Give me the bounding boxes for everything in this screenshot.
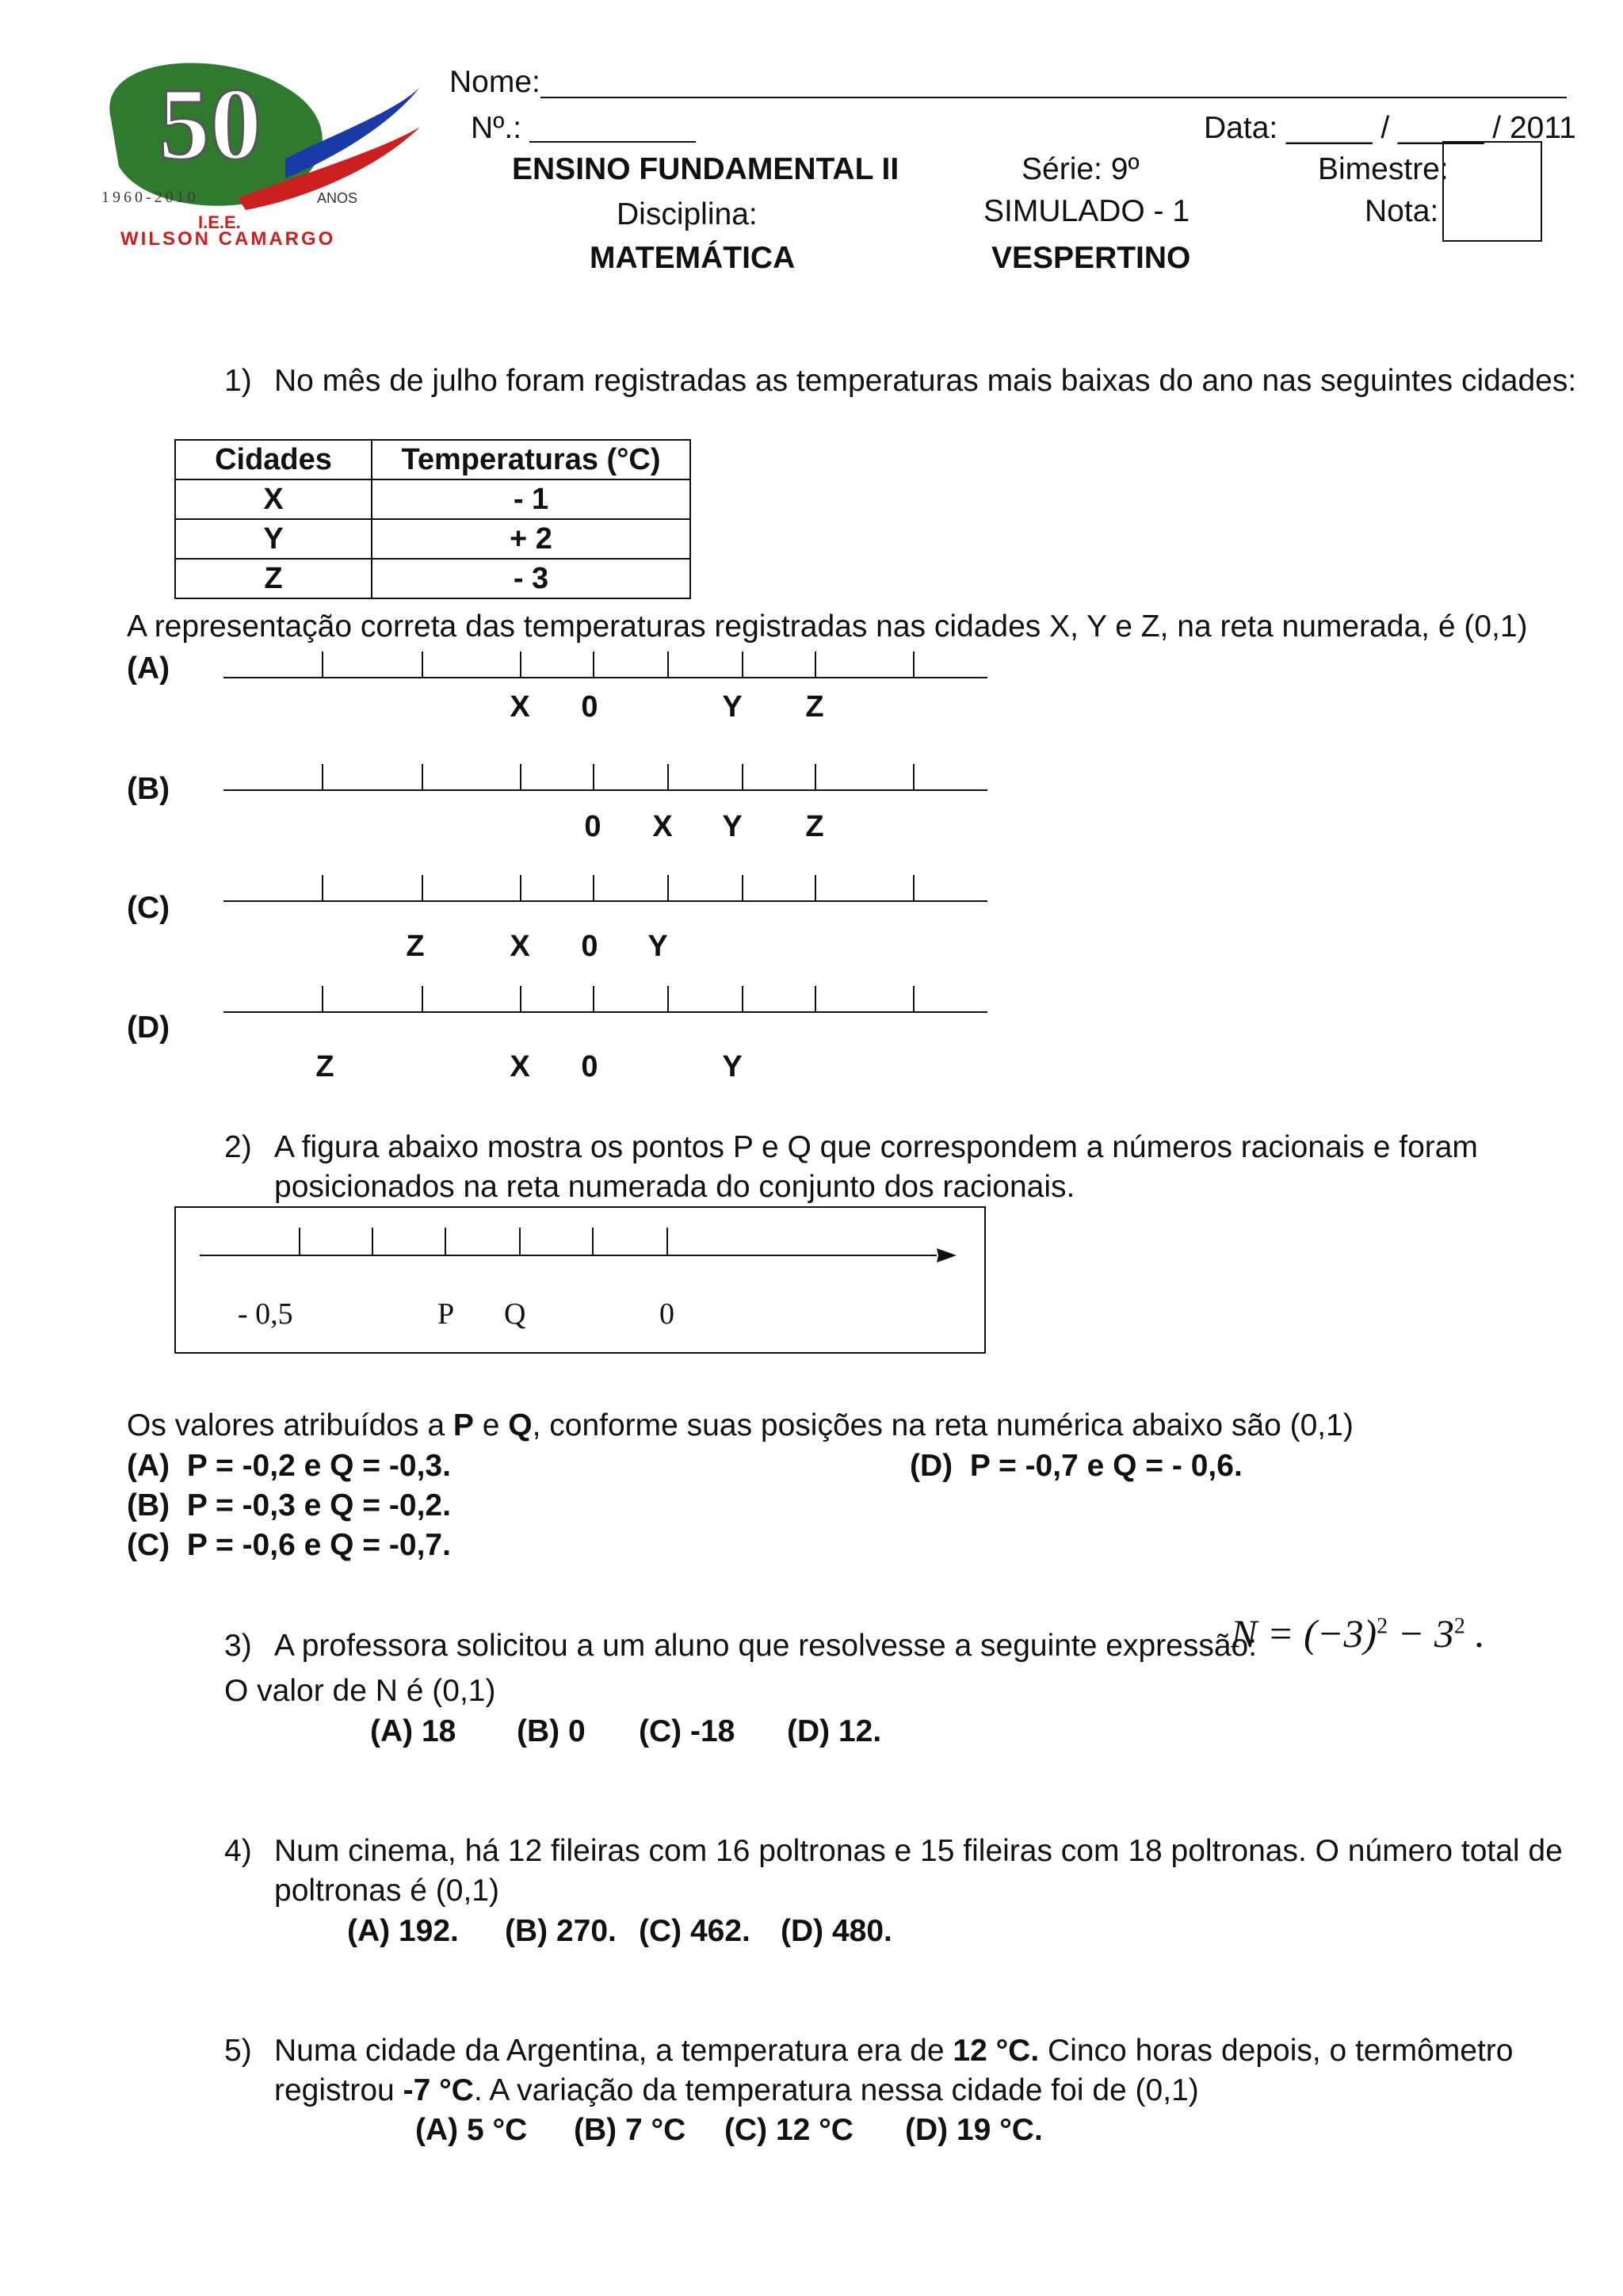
table-cell: + 2 bbox=[372, 519, 690, 559]
q5-option-c[interactable]: (C) 12 °C bbox=[724, 2113, 854, 2147]
number-line-tick bbox=[322, 875, 323, 902]
q2-option-b[interactable] bbox=[127, 1488, 451, 1524]
number-line-tick bbox=[667, 875, 669, 902]
q5-option-a[interactable]: (A) 5 °C bbox=[415, 2113, 528, 2147]
number-line-tick bbox=[520, 651, 521, 678]
option-letter: (C) bbox=[127, 1528, 170, 1562]
turno-label: VESPERTINO bbox=[991, 241, 1191, 275]
number-line-tick bbox=[667, 986, 669, 1013]
number-line-tick bbox=[593, 875, 594, 902]
number-line-tick bbox=[422, 875, 423, 902]
option-text: P = -0,3 e Q = -0,2. bbox=[186, 1488, 451, 1522]
q2-label-p: P bbox=[437, 1297, 455, 1331]
q1-d-label-z: Z bbox=[315, 1050, 334, 1083]
q1-a-label-0: 0 bbox=[581, 690, 598, 724]
q3-formula bbox=[1231, 1610, 1485, 1656]
q1-option-d-letter[interactable]: (D) bbox=[127, 1010, 170, 1045]
serie-label: Série: 9º bbox=[1022, 152, 1140, 186]
number-line-tick bbox=[815, 986, 816, 1013]
q2-number: 2) bbox=[224, 1130, 252, 1164]
q5-t1c: Cinco horas depois, o termômetro bbox=[1039, 2034, 1514, 2068]
number-line-tick bbox=[742, 875, 743, 902]
number-line-axis bbox=[223, 789, 987, 791]
option-text: P = -0,6 e Q = -0,7. bbox=[186, 1528, 451, 1562]
formula-lhs: N = (−3) bbox=[1231, 1611, 1377, 1656]
q5-t2c: . A variação da temperatura nessa cidade foi de (0,1) bbox=[473, 2073, 1199, 2107]
q1-number: 1) bbox=[224, 364, 252, 398]
number-line-tick bbox=[815, 875, 816, 902]
q5-t1a: Numa cidade da Argentina, a temperatura era de bbox=[274, 2034, 953, 2068]
q5-number: 5) bbox=[224, 2034, 252, 2068]
q2-option-a[interactable] bbox=[127, 1449, 451, 1484]
disciplina-value: MATEMÁTICA bbox=[590, 241, 796, 275]
number-line-tick bbox=[520, 875, 521, 902]
q5-t2a: registrou bbox=[274, 2073, 403, 2107]
q3-number: 3) bbox=[224, 1629, 252, 1663]
q2-prompt-q: Q bbox=[508, 1408, 533, 1442]
simulado-label: SIMULADO - 1 bbox=[983, 194, 1190, 228]
q3-option-c[interactable]: (C) -18 bbox=[639, 1714, 735, 1748]
q1-c-label-0: 0 bbox=[581, 930, 598, 963]
q3-text: A professora solicitou a um aluno que resolvesse a seguinte expressão: bbox=[274, 1629, 1258, 1663]
formula-exp: 2 bbox=[1377, 1614, 1388, 1639]
number-line-tick bbox=[815, 651, 816, 678]
q2-label-zero: 0 bbox=[659, 1297, 674, 1331]
q2-label-neg-half: - 0,5 bbox=[238, 1297, 293, 1331]
number-line-tick bbox=[322, 764, 323, 791]
number-line-tick bbox=[913, 651, 915, 678]
number-line-tick bbox=[593, 764, 594, 791]
table-cell: - 1 bbox=[372, 479, 690, 519]
q1-option-c-number-line bbox=[223, 873, 987, 902]
q4-option-b[interactable]: (B) 270. bbox=[505, 1914, 617, 1948]
school-logo bbox=[48, 40, 428, 262]
q4-text-line2: poltronas é (0,1) bbox=[274, 1874, 499, 1908]
q2-option-d[interactable] bbox=[910, 1449, 1243, 1484]
q1-a-label-y: Y bbox=[722, 690, 743, 724]
q5-text-line1 bbox=[274, 2034, 1513, 2069]
q2-prompt bbox=[127, 1408, 1354, 1444]
q2-number-line-arrow bbox=[176, 1208, 984, 1352]
q4-option-d[interactable]: (D) 480. bbox=[781, 1914, 892, 1948]
q5-t2b: -7 °C bbox=[403, 2073, 474, 2107]
number-line-tick bbox=[422, 986, 423, 1013]
q1-text: No mês de julho foram registradas as temperaturas mais baixas do ano nas seguintes cidades: bbox=[274, 364, 1577, 398]
number-line-tick bbox=[593, 651, 594, 678]
q1-option-d-number-line bbox=[223, 984, 987, 1013]
table-cell: Z bbox=[175, 559, 372, 598]
q2-label-q: Q bbox=[504, 1297, 526, 1331]
q3-option-b[interactable]: (B) 0 bbox=[517, 1714, 586, 1748]
q2-text-line2: posicionados na reta numerada do conjunto dos racionais. bbox=[274, 1170, 1075, 1204]
q1-c-label-y: Y bbox=[647, 930, 668, 963]
q1-prompt: A representação correta das temperaturas registradas nas cidades X, Y e Z, na reta numerada, é (0,1) bbox=[127, 609, 1528, 644]
table-header: Cidades bbox=[175, 440, 372, 479]
bimestre-label: Bimestre: bbox=[1318, 152, 1449, 186]
number-line-tick bbox=[742, 651, 743, 678]
q4-option-c[interactable]: (C) 462. bbox=[639, 1914, 750, 1948]
q2-prompt-post: , conforme suas posições na reta numérica abaixo são (0,1) bbox=[532, 1408, 1354, 1442]
number-line-tick bbox=[520, 764, 521, 791]
option-text: P = -0,7 e Q = - 0,6. bbox=[969, 1449, 1243, 1483]
nome-label: Nome: bbox=[449, 65, 540, 99]
disciplina-label: Disciplina: bbox=[617, 197, 758, 231]
table-header-row bbox=[175, 440, 690, 479]
logo-number: 50 bbox=[158, 67, 262, 181]
table-header: Temperaturas (°C) bbox=[372, 440, 690, 479]
q5-option-b[interactable]: (B) 7 °C bbox=[574, 2113, 686, 2147]
q1-option-b-letter[interactable]: (B) bbox=[127, 772, 170, 806]
table-cell: X bbox=[175, 479, 372, 519]
q2-figure-box bbox=[174, 1206, 986, 1354]
q1-c-label-z: Z bbox=[406, 930, 425, 963]
q2-prompt-mid: e bbox=[473, 1408, 509, 1442]
q1-d-label-y: Y bbox=[722, 1050, 743, 1083]
number-line-axis bbox=[223, 1011, 987, 1013]
table-row bbox=[175, 519, 690, 559]
q3-option-d[interactable]: (D) 12. bbox=[787, 1714, 882, 1748]
number-line-tick bbox=[322, 651, 323, 678]
q1-option-b-number-line bbox=[223, 762, 987, 791]
q1-c-label-x: X bbox=[510, 930, 530, 963]
numero-field-line[interactable] bbox=[529, 141, 696, 143]
q1-option-c-letter[interactable]: (C) bbox=[127, 891, 170, 925]
q5-text-line2 bbox=[274, 2073, 1199, 2109]
logo-years: 1960-2010 bbox=[101, 189, 199, 206]
number-line-tick bbox=[593, 986, 594, 1013]
q1-b-label-x: X bbox=[652, 810, 673, 843]
number-line-axis bbox=[223, 900, 987, 902]
number-line-tick bbox=[913, 986, 915, 1013]
q1-b-label-y: Y bbox=[722, 810, 743, 843]
logo-school-name: WILSON CAMARGO bbox=[120, 228, 336, 250]
q4-text-line1: Num cinema, há 12 fileiras com 16 poltronas e 15 fileiras com 18 poltronas. O número total de bbox=[274, 1834, 1563, 1868]
number-line-tick bbox=[913, 764, 915, 791]
q1-option-a-letter[interactable]: (A) bbox=[127, 651, 170, 686]
numero-label: Nº.: bbox=[471, 111, 522, 145]
q2-prompt-pre: Os valores atribuídos a bbox=[127, 1408, 453, 1442]
number-line-tick bbox=[913, 875, 915, 902]
q1-d-label-0: 0 bbox=[581, 1050, 598, 1083]
table-cell: - 3 bbox=[372, 559, 690, 598]
nome-field-line[interactable] bbox=[540, 97, 1567, 98]
q4-option-a[interactable]: (A) 192. bbox=[347, 1914, 459, 1948]
number-line-tick bbox=[667, 764, 669, 791]
number-line-tick bbox=[742, 764, 743, 791]
q3-option-a[interactable]: (A) 18 bbox=[370, 1714, 456, 1748]
table-row bbox=[175, 479, 690, 519]
number-line-tick bbox=[667, 651, 669, 678]
option-letter: (A) bbox=[127, 1449, 170, 1483]
q2-prompt-p: P bbox=[453, 1408, 474, 1442]
q1-option-a-number-line bbox=[223, 650, 987, 678]
q1-b-label-z: Z bbox=[805, 810, 824, 843]
q1-d-label-x: X bbox=[510, 1050, 530, 1083]
temperature-table bbox=[174, 439, 691, 599]
formula-exp: 2 bbox=[1453, 1614, 1465, 1639]
number-line-tick bbox=[815, 764, 816, 791]
option-letter: (B) bbox=[127, 1488, 170, 1522]
nota-label: Nota: bbox=[1365, 194, 1439, 228]
number-line-axis bbox=[223, 677, 987, 678]
q1-a-label-z: Z bbox=[805, 690, 824, 724]
formula-mid: − 3 bbox=[1388, 1611, 1454, 1656]
table-cell: Y bbox=[175, 519, 372, 559]
q4-number: 4) bbox=[224, 1834, 252, 1868]
number-line-tick bbox=[742, 986, 743, 1013]
q2-text-line1: A figura abaixo mostra os pontos P e Q que correspondem a números racionais e foram bbox=[274, 1130, 1478, 1164]
formula-end: . bbox=[1465, 1611, 1485, 1656]
grade-box[interactable] bbox=[1442, 141, 1542, 242]
q2-option-c[interactable] bbox=[127, 1528, 451, 1564]
arrow-head bbox=[937, 1248, 957, 1263]
option-letter: (D) bbox=[910, 1449, 953, 1483]
number-line-tick bbox=[422, 651, 423, 678]
number-line-tick bbox=[520, 986, 521, 1013]
table-row bbox=[175, 559, 690, 598]
q5-t1b: 12 °C. bbox=[953, 2034, 1040, 2068]
number-line-tick bbox=[422, 764, 423, 791]
q5-option-d[interactable]: (D) 19 °C. bbox=[905, 2113, 1043, 2147]
logo-school-abbr: I.E.E. bbox=[198, 212, 241, 232]
logo-anos: ANOS bbox=[317, 190, 358, 206]
q1-a-label-x: X bbox=[510, 690, 530, 724]
q1-b-label-0: 0 bbox=[584, 810, 601, 843]
number-line-tick bbox=[322, 986, 323, 1013]
q3-line2: O valor de N é (0,1) bbox=[224, 1674, 496, 1708]
option-text: P = -0,2 e Q = -0,3. bbox=[186, 1449, 451, 1483]
ensino-label: ENSINO FUNDAMENTAL II bbox=[512, 152, 899, 186]
date-field: Data: _____ / _____ / 2011 bbox=[1204, 111, 1576, 145]
